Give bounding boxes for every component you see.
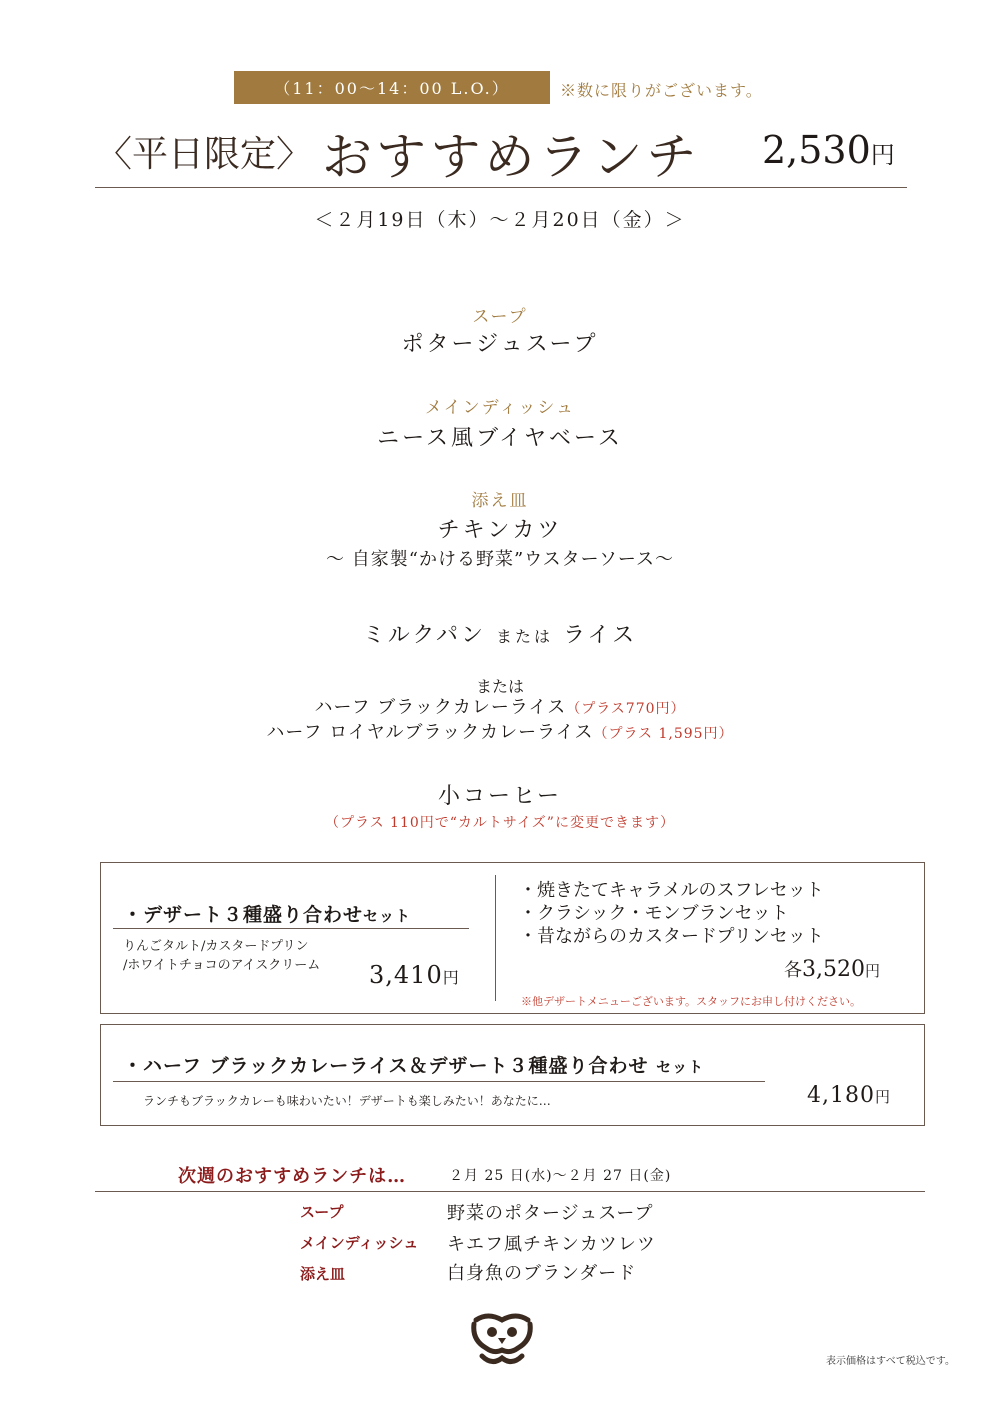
soup-label: スープ [472, 307, 528, 327]
dessert-items-list [519, 879, 824, 948]
bread-option-a: ミルクパン [362, 623, 487, 648]
curry-half-price: （プラス770円） [566, 701, 686, 717]
combo-set-divider [113, 1081, 765, 1082]
curry-half: ハーフ ブラックカレーライス [314, 697, 567, 718]
dessert-set-box [100, 862, 925, 1014]
combo-set-box [100, 1024, 925, 1126]
next-week-label: メインディッシュ [300, 1234, 419, 1252]
next-week-dish: 白身魚のブランダード [447, 1263, 637, 1284]
combo-price [807, 1083, 891, 1108]
next-week-label: 添え皿 [300, 1265, 346, 1283]
or-label: または [475, 677, 524, 696]
next-week-title: 次週のおすすめランチは… [178, 1166, 407, 1187]
combo-set-title-text: ・ハーフ ブラックカレーライス＆デザート３種盛り合わせ [123, 1055, 649, 1077]
dessert-set-title-text: ・デザート３種盛り合わせ [123, 904, 364, 926]
dessert-set-price-unit: 円 [442, 968, 460, 987]
next-week-label: スープ [300, 1203, 344, 1221]
combo-price-value: 4,180 [807, 1083, 875, 1108]
hours-text: （11：00〜14：00 L.O.） [274, 79, 510, 98]
combo-price-unit: 円 [874, 1088, 891, 1106]
combo-set-title-suffix: セット [656, 1058, 705, 1076]
page-title: おすすめランチ [322, 128, 701, 186]
restaurant-emblem-icon [468, 1310, 536, 1368]
header-divider [95, 187, 907, 188]
side-label: 添え皿 [471, 491, 529, 511]
bread-choice [0, 618, 1000, 649]
dessert-set-title [123, 900, 411, 927]
list-item: ・焼きたてキャラメルのスフレセット [519, 880, 824, 901]
curry-royal-price: （プラス 1,595円） [593, 726, 734, 742]
dessert-each-price [784, 956, 880, 982]
dessert-set-price [369, 961, 460, 989]
lunch-price-value: 2,530 [762, 128, 871, 172]
side-dish: チキンカツ [437, 518, 563, 543]
bread-option-b: ライス [563, 623, 638, 648]
curry-royal: ハーフ ロイヤルブラックカレーライス [266, 722, 594, 743]
curry-royal-line [0, 718, 1000, 744]
side-dish-sub: 〜 自家製“かける野菜”ウスターソース〜 [326, 549, 674, 570]
soup-dish: ポタージュスープ [401, 332, 599, 357]
main-label: メインディッシュ [425, 398, 575, 418]
dessert-set-price-value: 3,410 [369, 961, 443, 989]
coffee-note: （プラス 110円で“カルトサイズ”に変更できます） [325, 815, 675, 831]
list-item: ・クラシック・モンブランセット [519, 903, 789, 924]
tax-note: 表示価格はすべて税込です。 [826, 1356, 955, 1367]
coffee: 小コーヒー [437, 784, 563, 809]
dessert-set-divider [113, 928, 469, 929]
next-week-dish: キエフ風チキンカツレツ [447, 1234, 656, 1255]
limited-note: ※数に限りがございます。 [560, 81, 763, 100]
next-week-dates: ２月 25 日(水)〜２月 27 日(金) [449, 1168, 672, 1184]
date-range: ＜２月19日（木）〜２月20日（金）＞ [314, 209, 686, 231]
dessert-desc-2: /ホワイトチョコのアイスクリーム [123, 958, 321, 973]
dessert-each-price-unit: 円 [864, 962, 880, 980]
dessert-each-price-value: 3,520 [802, 957, 865, 982]
main-dish: ニース風ブイヤベース [377, 426, 623, 451]
lunch-price [762, 128, 895, 172]
lunch-price-unit: 円 [870, 141, 895, 169]
list-item: ・昔ながらのカスタードプリンセット [519, 926, 824, 947]
dessert-set-title-suffix: セット [363, 907, 412, 925]
combo-desc: ランチもブラックカレーも味わいたい！デザートも楽しみたい！あなたに… [143, 1094, 551, 1108]
dessert-desc-1: りんごタルト/カスタードプリン [123, 939, 309, 954]
title-prefix: 〈平日限定〉 [96, 134, 313, 175]
dessert-box-vertical-divider [495, 875, 496, 1001]
dessert-each-prefix: 各 [784, 960, 802, 981]
combo-set-title [123, 1051, 704, 1078]
next-week-divider [95, 1191, 925, 1192]
dessert-note: ※他デザートメニューございます。スタッフにお申し付けください。 [521, 995, 862, 1008]
curry-half-line [0, 693, 1000, 719]
hours-badge [234, 71, 550, 104]
next-week-dish: 野菜のポタージュスープ [447, 1203, 654, 1224]
bread-or: または [496, 627, 554, 646]
